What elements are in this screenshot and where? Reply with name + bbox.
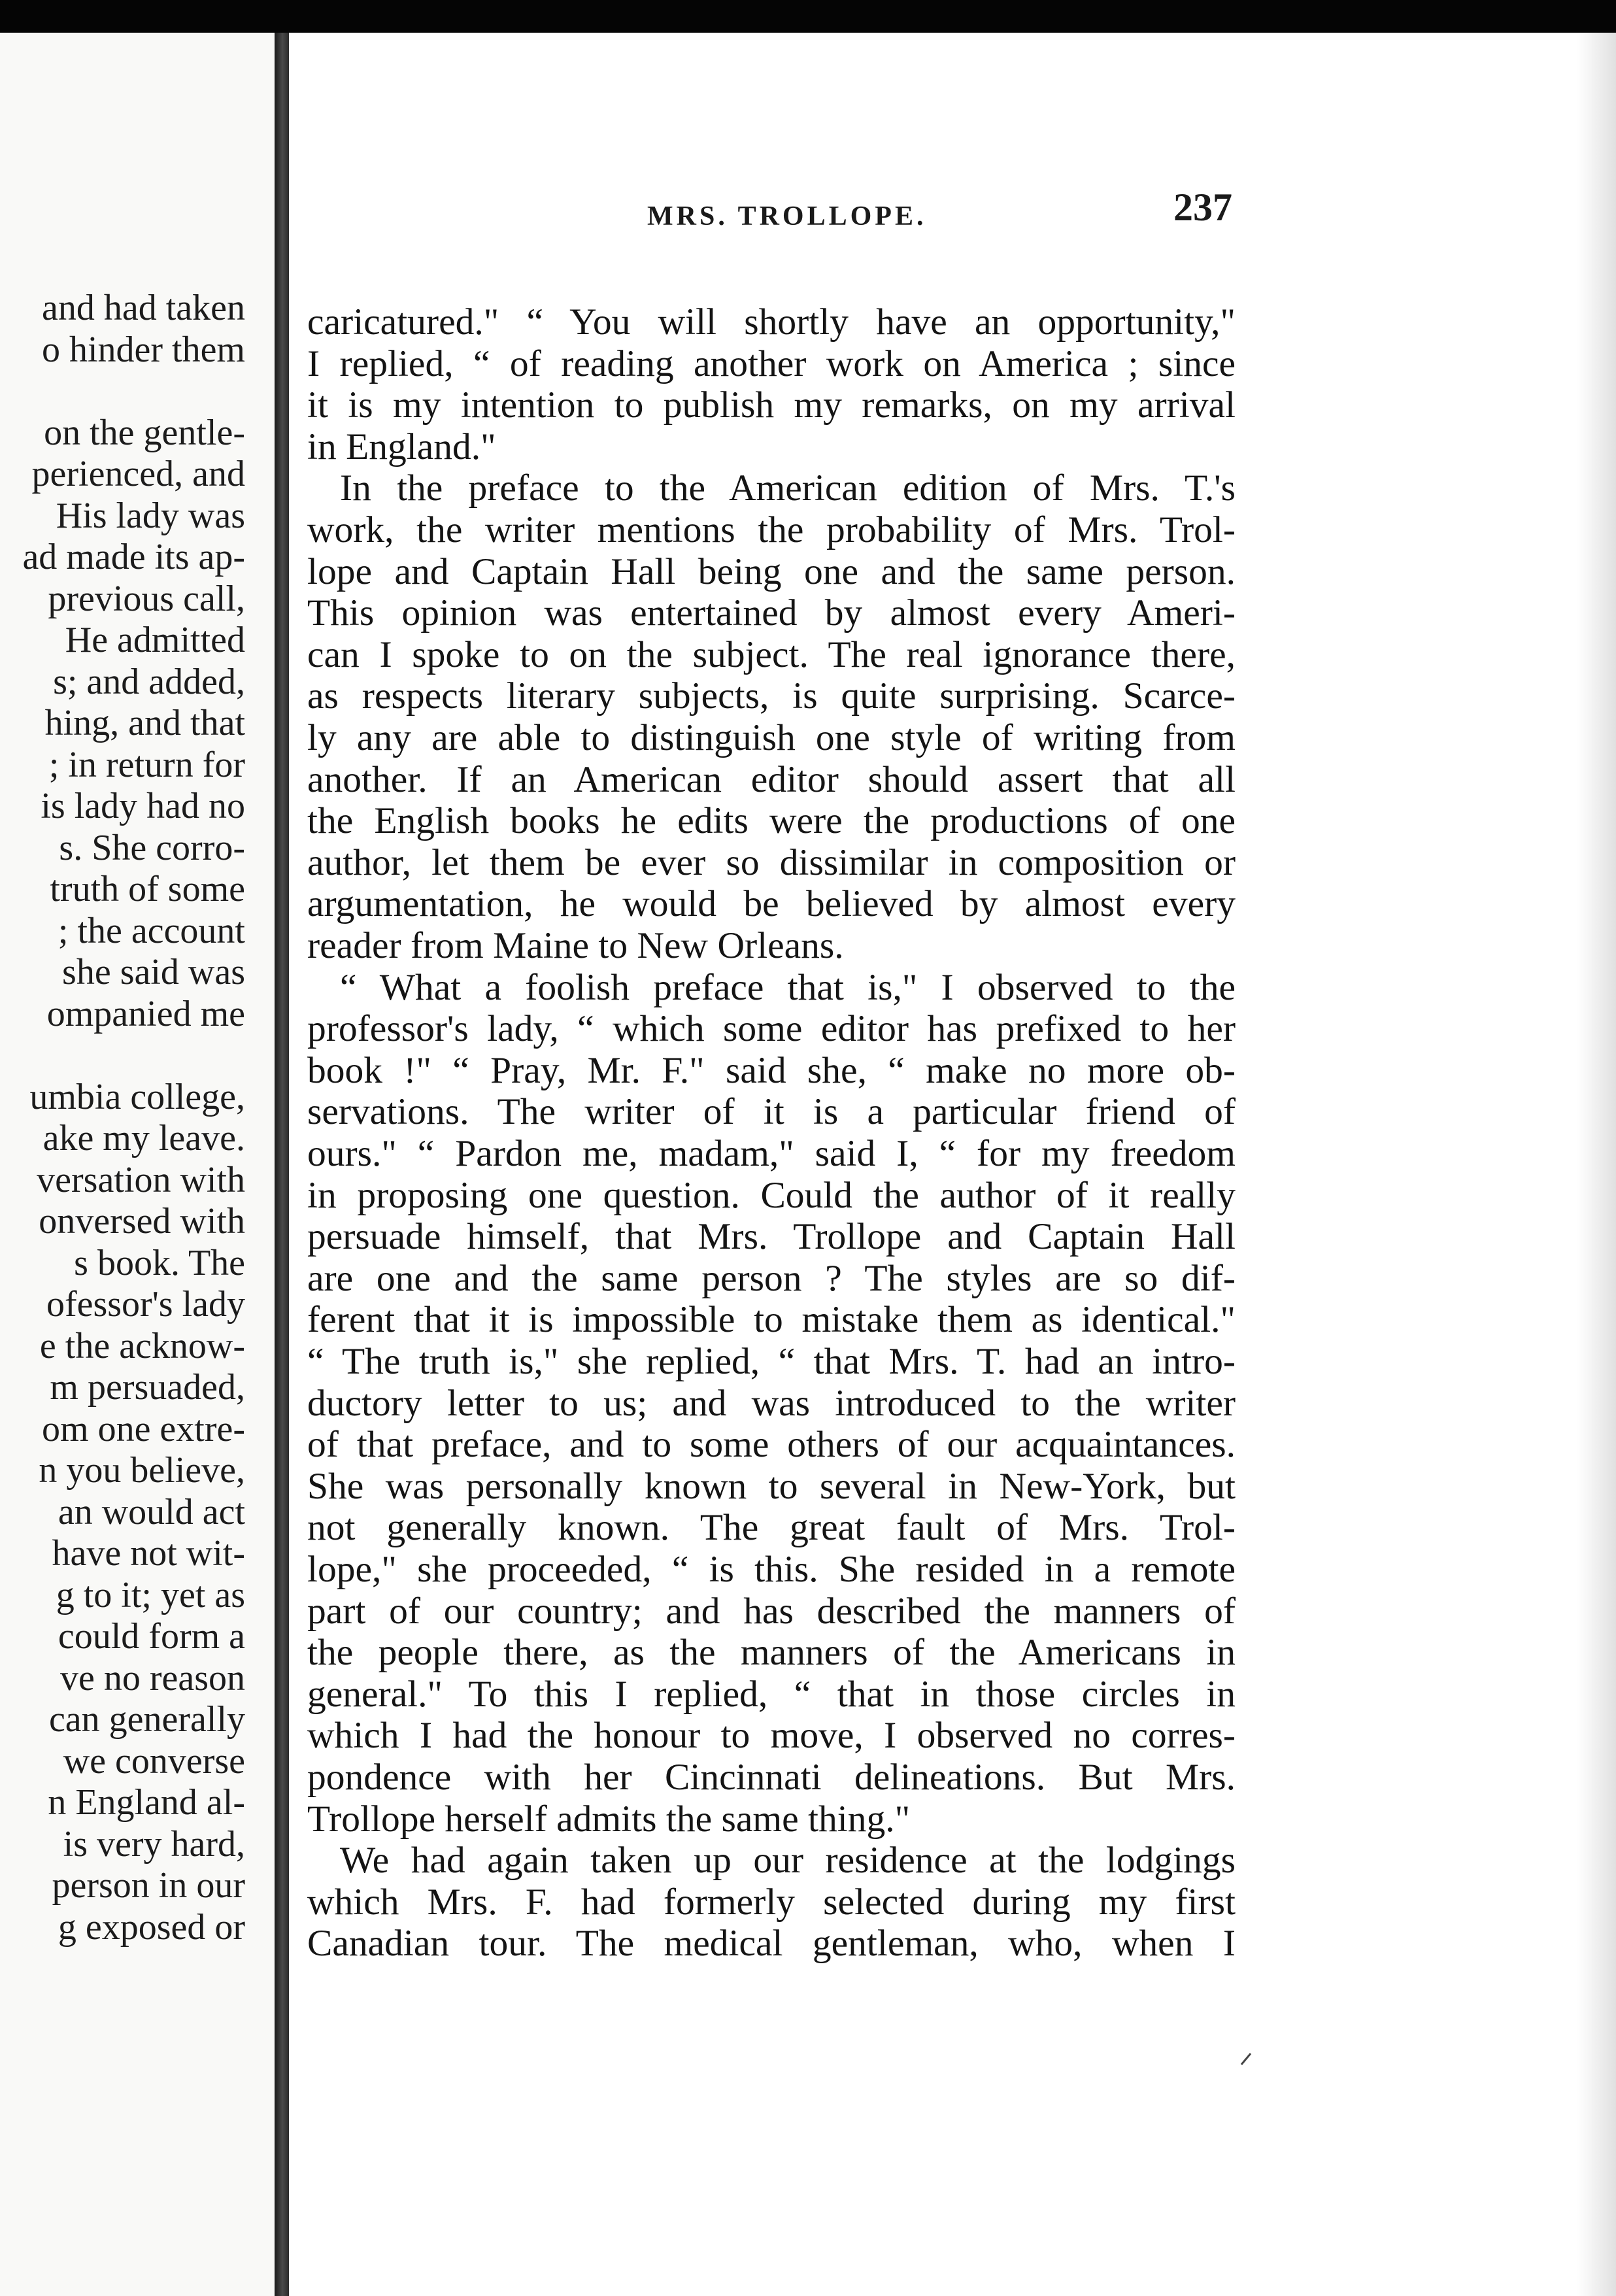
facing-page-line: versation with bbox=[37, 1159, 245, 1200]
scanner-border bbox=[0, 0, 1616, 33]
text-line: in proposing one question. Could the author of it really bbox=[307, 1174, 1236, 1216]
text-line: lope," she proceeded, “ is this. She resided in a remote bbox=[307, 1549, 1236, 1590]
text-line: another. If an American editor should assert that all bbox=[307, 758, 1236, 800]
text-line: are one and the same person ? The styles are so dif- bbox=[307, 1257, 1236, 1299]
facing-page-line: ad made its ap- bbox=[22, 537, 245, 577]
text-line: professor's lady, “ which some editor has prefixed to her bbox=[307, 1008, 1236, 1050]
text-line: can I spoke to on the subject. The real ignorance there, bbox=[307, 633, 1236, 675]
facing-page-line: onversed with bbox=[39, 1201, 245, 1241]
facing-page-line: on the gentle- bbox=[44, 412, 245, 453]
text-line: ferent that it is impossible to mistake them as identical." bbox=[307, 1299, 1236, 1341]
text-line: which I had the honour to move, I observed no corres- bbox=[307, 1715, 1236, 1757]
facing-page-line: person in our bbox=[52, 1865, 245, 1906]
text-line: which Mrs. F. had formerly selected during my first bbox=[307, 1881, 1236, 1923]
facing-page-line: g exposed or bbox=[58, 1906, 245, 1948]
facing-page-line: an would act bbox=[58, 1491, 245, 1532]
text-line: We had again taken up our residence at the lodgings bbox=[340, 1840, 1236, 1882]
text-line: pondence with her Cincinnati delineations. But Mrs. bbox=[307, 1757, 1236, 1798]
text-line: persuade himself, that Mrs. Trollope and Captain Hall bbox=[307, 1216, 1236, 1258]
facing-page-line: ompanied me bbox=[46, 993, 245, 1034]
text-line: general." To this I replied, “ that in those circles in bbox=[307, 1673, 1236, 1715]
text-line: as respects literary subjects, is quite surprising. Scarce- bbox=[307, 675, 1236, 717]
text-line: She was personally known to several in New-York, but bbox=[307, 1465, 1236, 1507]
book-gutter bbox=[275, 33, 289, 2296]
facing-page-line: is very hard, bbox=[63, 1823, 245, 1865]
facing-page-line: m persuaded, bbox=[50, 1367, 245, 1408]
facing-page-line: s; and added, bbox=[53, 661, 245, 702]
facing-page-line: have not wit- bbox=[52, 1533, 245, 1574]
facing-page-line: g to it; yet as bbox=[56, 1574, 245, 1615]
text-line: lope and Captain Hall being one and the same person. bbox=[307, 550, 1236, 592]
page-number: 237 bbox=[1173, 186, 1232, 229]
facing-page-line: ; in return for bbox=[48, 744, 245, 785]
facing-page-line: she said was bbox=[62, 952, 245, 992]
facing-page-line: we converse bbox=[63, 1740, 245, 1781]
text-line: book !" “ Pray, Mr. F." said she, “ make no more ob- bbox=[307, 1049, 1236, 1091]
facing-page-line: He admitted bbox=[65, 620, 245, 660]
text-line: ductory letter to us; and was introduced to the writer bbox=[307, 1382, 1236, 1424]
text-line: Trollope herself admits the same thing." bbox=[307, 1798, 911, 1840]
facing-page-line: hing, and that bbox=[44, 703, 245, 743]
text-line: the people there, as the manners of the Americans in bbox=[307, 1632, 1236, 1674]
facing-page-line: and had taken bbox=[42, 288, 245, 328]
facing-page-line: om one extre- bbox=[42, 1408, 245, 1449]
facing-page-line: e the acknow- bbox=[39, 1325, 245, 1366]
facing-page-line: previous call, bbox=[48, 578, 245, 619]
text-line: In the preface to the American edition of Mrs. T.'s bbox=[340, 467, 1236, 509]
text-line: “ What a foolish preface that is," I observed to the bbox=[340, 966, 1236, 1008]
facing-page-line: umbia college, bbox=[29, 1076, 245, 1117]
facing-page-line: His lady was bbox=[56, 495, 245, 536]
facing-page-line: n England al- bbox=[48, 1782, 245, 1823]
facing-page-line: ; the account bbox=[58, 910, 245, 951]
text-line: work, the writer mentions the probability of Mrs. Trol- bbox=[307, 509, 1236, 550]
facing-page-line: can generally bbox=[48, 1699, 245, 1740]
text-line: Canadian tour. The medical gentleman, who, when I bbox=[307, 1923, 1236, 1965]
facing-page-line: perienced, and bbox=[31, 454, 245, 494]
text-line: servations. The writer of it is a particular friend of bbox=[307, 1091, 1236, 1133]
running-header: MRS. TROLLOPE. bbox=[647, 201, 927, 231]
text-line: of that preface, and to some others of our acquaintances. bbox=[307, 1424, 1236, 1466]
facing-page-line: ofessor's lady bbox=[46, 1284, 245, 1325]
text-line: This opinion was entertained by almost every Ameri- bbox=[307, 592, 1236, 634]
text-line: caricatured." “ You will shortly have an opportunity," bbox=[307, 301, 1236, 343]
page-edge-shadow bbox=[1577, 33, 1616, 2296]
text-line: not generally known. The great fault of Mrs. Trol- bbox=[307, 1507, 1236, 1549]
text-line: in England." bbox=[307, 426, 496, 467]
text-line: the English books he edits were the productions of one bbox=[307, 800, 1236, 842]
text-line: “ The truth is," she replied, “ that Mrs. T. had an intro- bbox=[307, 1341, 1236, 1382]
facing-page-line: is lady had no bbox=[41, 786, 245, 826]
text-line: part of our country; and has described the manners of bbox=[307, 1590, 1236, 1632]
text-line: reader from Maine to New Orleans. bbox=[307, 925, 844, 966]
facing-page-line: ake my leave. bbox=[42, 1118, 245, 1158]
facing-page-line: could form a bbox=[58, 1616, 245, 1657]
facing-page-line: s book. The bbox=[74, 1242, 245, 1283]
facing-page-line: truth of some bbox=[50, 869, 245, 909]
text-line: author, let them be ever so dissimilar in composition or bbox=[307, 841, 1236, 883]
facing-page-line: n you believe, bbox=[39, 1450, 245, 1491]
text-line: ours." “ Pardon me, madam," said I, “ for my freedom bbox=[307, 1133, 1236, 1174]
facing-page-line: s. She corro- bbox=[59, 827, 245, 868]
text-line: argumentation, he would be believed by almost every bbox=[307, 883, 1236, 925]
text-line: I replied, “ of reading another work on America ; since bbox=[307, 343, 1236, 384]
text-line: it is my intention to publish my remarks, on my arrival bbox=[307, 384, 1236, 426]
facing-page-line: o hinder them bbox=[41, 329, 245, 370]
facing-page-fragment bbox=[0, 33, 275, 2296]
facing-page-line: ve no reason bbox=[59, 1657, 245, 1698]
text-line: ly any are able to distinguish one style of writing from bbox=[307, 717, 1236, 758]
